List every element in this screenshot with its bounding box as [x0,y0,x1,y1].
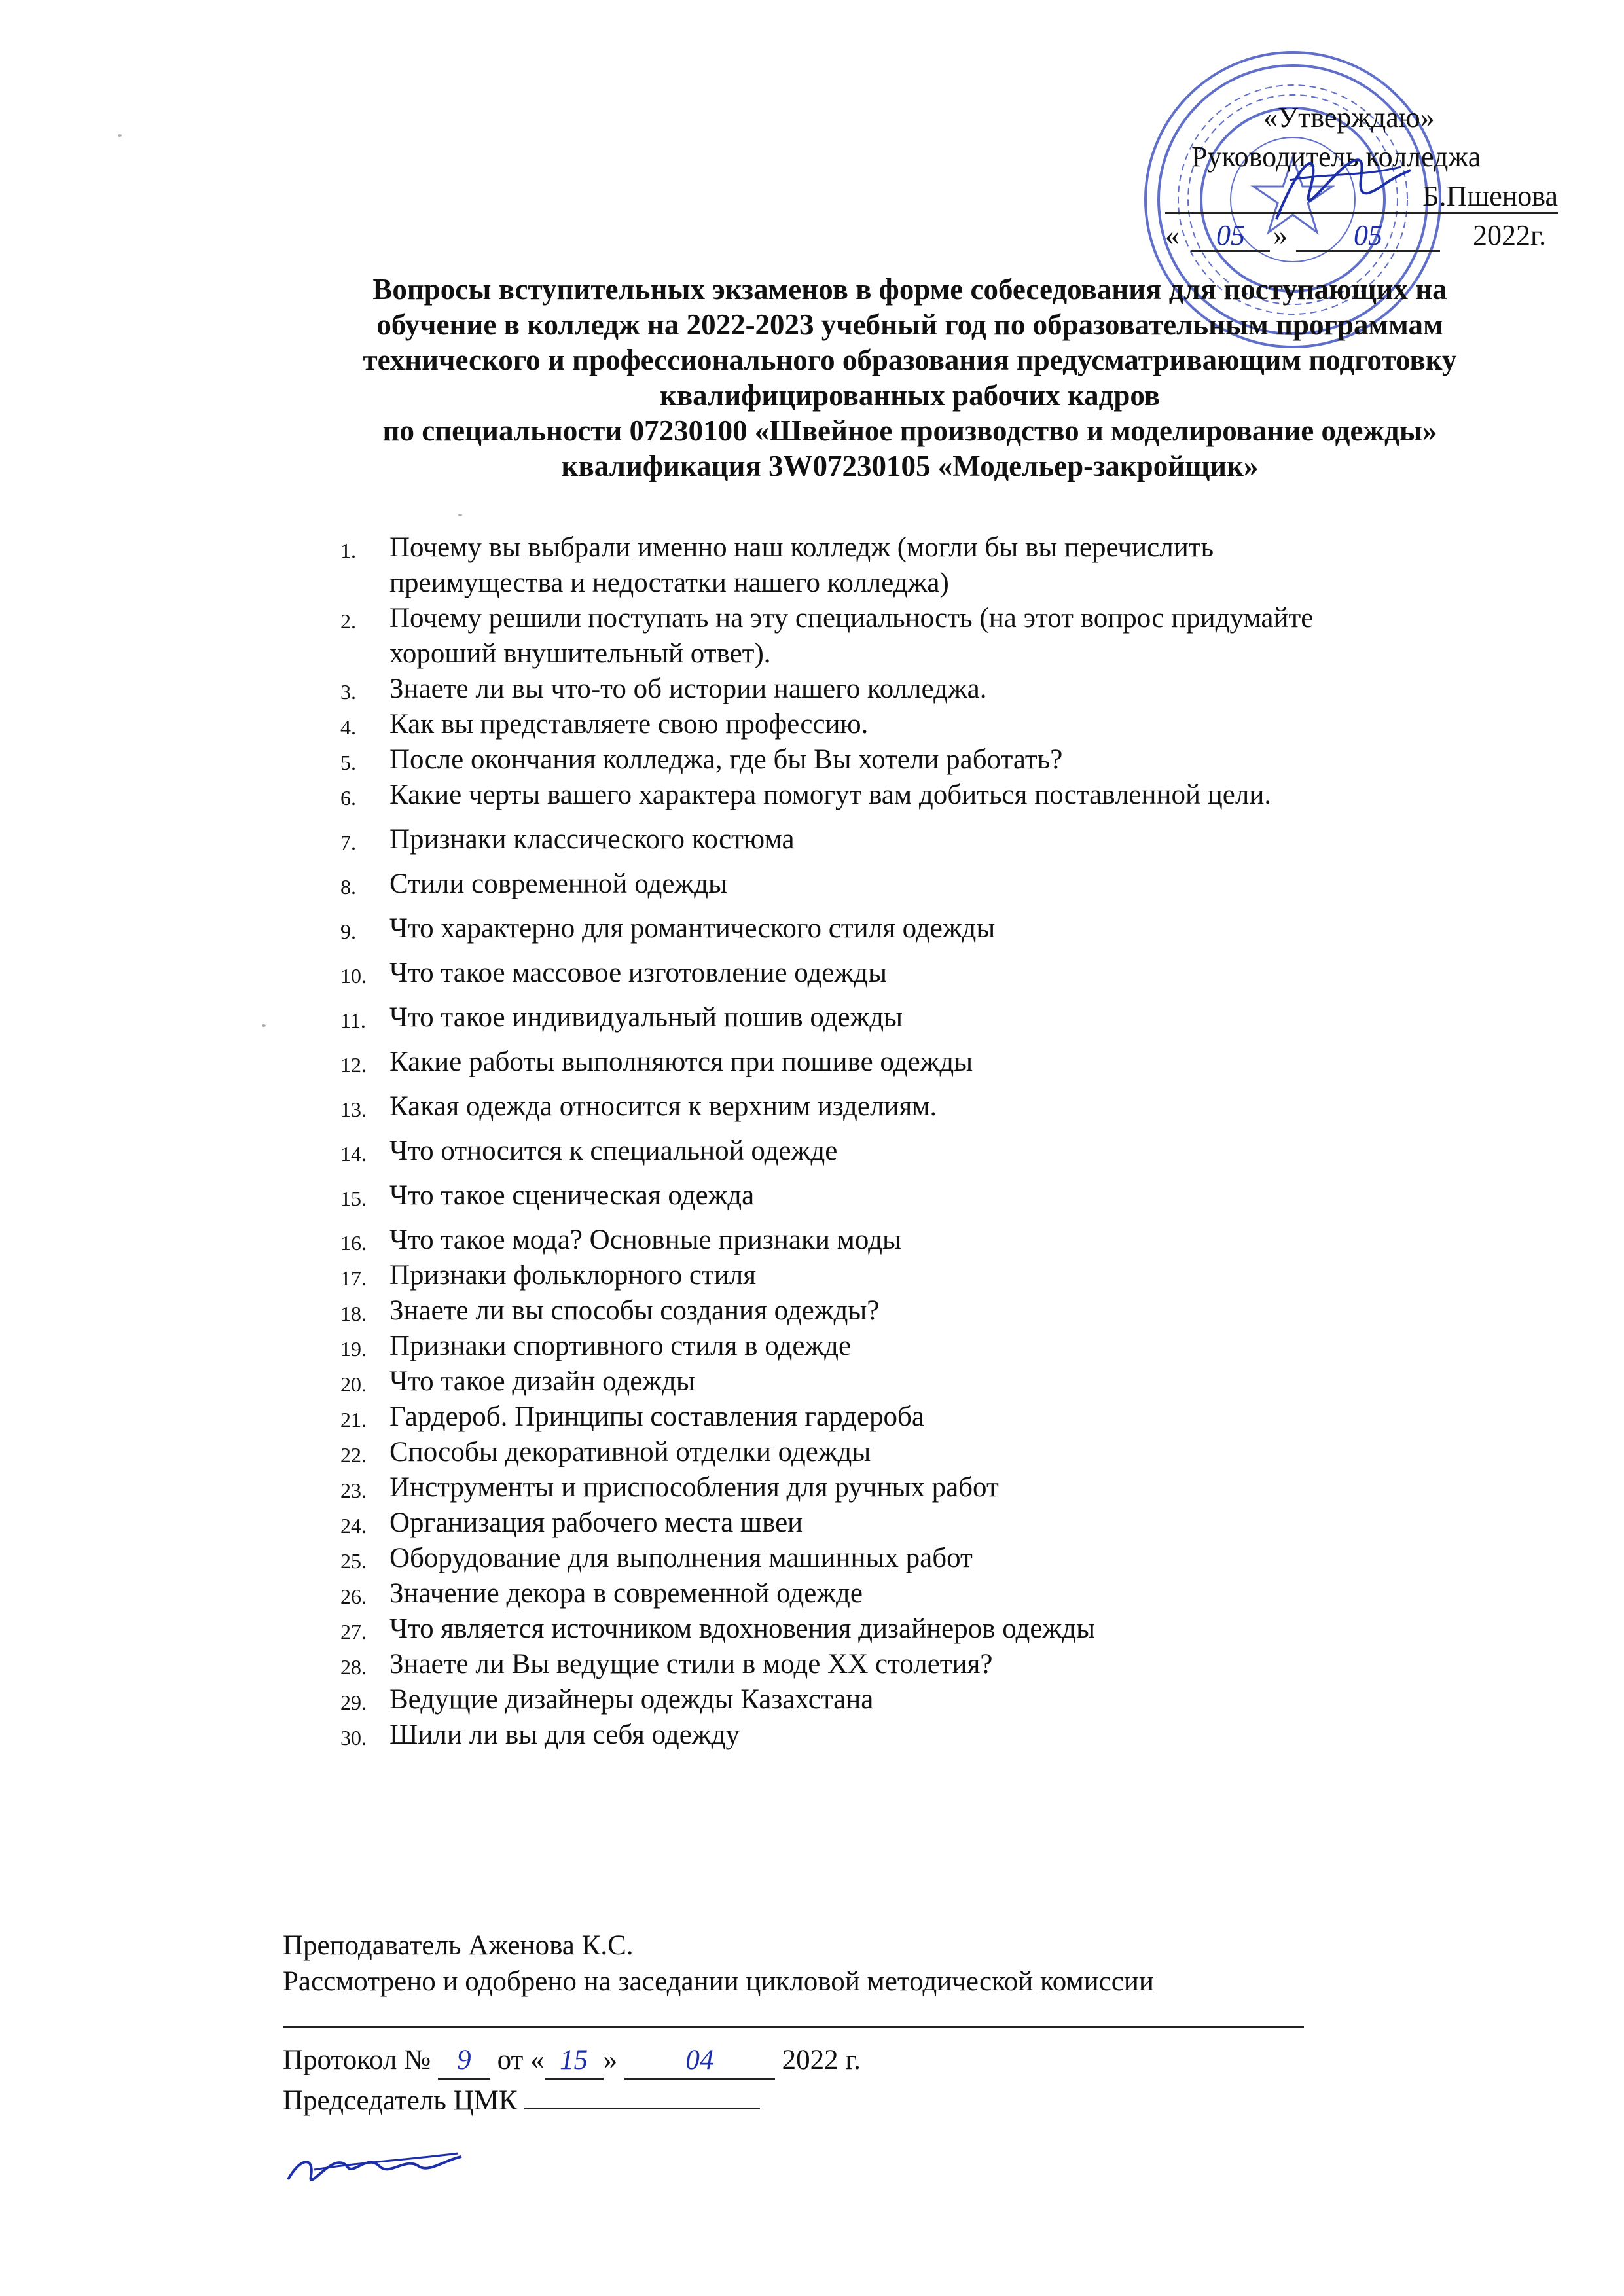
question-item [327,601,1538,672]
title-line: обучение в колледж на 2022-2023 учебный год по образовательным программам [376,308,1443,341]
question-number: 14. [340,1142,367,1166]
question-number: 19. [340,1337,367,1361]
approval-name: Б.Пшенова [1422,180,1558,212]
question-number: 15. [340,1187,367,1210]
protocol-month: 04 [624,2042,775,2080]
question-text: Знаете ли Вы ведущие стили в моде XX столетия? [389,1649,993,1679]
question-text: Инструменты и приспособления для ручных работ [389,1472,999,1503]
question-number: 16. [340,1231,367,1255]
question-text: Что относится к специальной одежде [389,1136,838,1166]
question-item [327,1470,1538,1505]
protocol-label: Протокол № [283,2045,431,2075]
question-item [327,1045,1538,1080]
title-line: Вопросы вступительных экзаменов в форме собеседования для поступающих на [372,273,1447,306]
title-line: квалификация 3W07230105 «Модельер-закройщик» [561,450,1259,482]
question-text: Что является источником вдохновения дизайнеров одежды [389,1613,1095,1644]
question-number: 21. [340,1408,367,1431]
approval-open-quote: « [1165,219,1180,251]
scan-speck [458,514,462,516]
question-text: Оборудование для выполнения машинных работ [389,1543,973,1573]
question-number: 29. [340,1691,367,1714]
question-text: Какие черты вашего характера помогут вам добиться поставленной цели. [389,780,1272,810]
question-text: Шили ли вы для себя одежду [389,1719,740,1750]
question-text: Признаки спортивного стиля в одежде [389,1331,852,1361]
question-item [327,1089,1538,1124]
question-text: Что такое массовое изготовление одежды [389,958,887,988]
approval-position: Руководитель колледжа [1191,141,1481,173]
question-text: Признаки классического костюма [389,824,795,855]
question-number: 3. [340,680,356,704]
question-item [327,742,1538,778]
question-text: Значение декора в современной одежде [389,1578,863,1609]
question-item [327,1178,1538,1213]
question-text: Стили современной одежды [389,869,727,899]
question-item [327,1364,1538,1399]
approval-heading: «Утверждаю» [1263,101,1435,134]
divider-line [283,2000,1304,2028]
question-number: 27. [340,1620,367,1643]
chair-line [283,2081,1330,2121]
question-number: 7. [340,831,356,854]
question-number: 23. [340,1479,367,1502]
question-text: Какие работы выполняются при пошиве одежды [389,1047,973,1077]
question-number: 6. [340,786,356,810]
title-line: технического и профессионального образования предусматривающим подготовку [363,344,1457,376]
title-line: по специальности 07230100 «Швейное производство и моделирование одежды» [382,414,1437,447]
question-item [327,1717,1538,1753]
question-number: 9. [340,920,356,943]
question-item [327,1435,1538,1470]
question-number: 2. [340,609,356,633]
question-number: 13. [340,1098,367,1121]
question-item [327,1682,1538,1717]
question-text: Что такое индивидуальный пошив одежды [389,1002,903,1033]
question-number: 4. [340,715,356,739]
question-text: Знаете ли вы способы создания одежды? [389,1295,880,1326]
question-item [327,1293,1538,1329]
approval-month: 05 [1296,216,1440,252]
question-item [327,1541,1538,1576]
question-number: 28. [340,1655,367,1679]
question-number: 5. [340,751,356,774]
question-text: Какая одежда относится к верхним изделиям. [389,1091,937,1122]
question-text: Ведущие дизайнеры одежды Казахстана [389,1684,874,1715]
question-text: Почему вы выбрали именно наш колледж (могли бы вы перечислить [389,532,1214,563]
protocol-line [283,2042,1330,2081]
question-item [327,1000,1538,1035]
question-text: После окончания колледжа, где бы Вы хотели работать? [389,744,1063,775]
question-text: Почему решили поступать на эту специальность (на этот вопрос придумайте [389,603,1314,634]
question-number: 22. [340,1443,367,1467]
question-text: Признаки фольклорного стиля [389,1260,756,1291]
question-item [327,707,1538,742]
document-title [249,272,1571,484]
protocol-day: 15 [545,2042,604,2080]
question-item [327,1223,1538,1258]
question-text: Что такое мода? Основные признаки моды [389,1225,901,1255]
approval-day: 05 [1191,216,1270,252]
question-item [327,1611,1538,1647]
chair-signature [275,2130,471,2202]
question-item [327,867,1538,902]
question-text: Организация рабочего места швеи [389,1507,803,1538]
question-item [327,672,1538,707]
protocol-year: 2022 г. [782,2045,861,2075]
question-number: 17. [340,1266,367,1290]
question-item [327,1399,1538,1435]
question-item [327,1258,1538,1293]
question-number: 10. [340,964,367,988]
review-line: Рассмотрено и одобрено на заседании цикловой методической комиссии [283,1966,1154,1997]
question-item [327,1505,1538,1541]
question-text: Гардероб. Принципы составления гардероба [389,1401,924,1432]
question-text: преимущества и недостатки нашего колледжа) [389,567,949,598]
question-text: Как вы представляете свою профессию. [389,709,869,740]
question-item [327,1647,1538,1682]
title-line: квалифицированных рабочих кадров [659,379,1161,412]
protocol-close-quote: » [603,2045,618,2075]
scan-speck [262,1024,266,1027]
question-item [327,778,1538,813]
approval-close-quote: » [1273,219,1288,251]
question-number: 20. [340,1372,367,1396]
question-number: 30. [340,1726,367,1749]
chair-signature-line [524,2081,760,2109]
approval-year: 2022г. [1473,219,1547,251]
question-item [327,911,1538,946]
director-signature [1263,141,1414,239]
protocol-number: 9 [438,2042,490,2080]
question-item [327,822,1538,857]
document-footer [283,1928,1330,2121]
question-item [327,1134,1538,1169]
question-text: Знаете ли вы что-то об истории нашего колледжа. [389,673,987,704]
question-number: 1. [340,539,356,562]
question-list [327,530,1538,1753]
question-text: Что характерно для романтического стиля одежды [389,913,996,944]
question-text: Способы декоративной отделки одежды [389,1437,871,1467]
question-number: 11. [340,1009,366,1032]
question-number: 24. [340,1514,367,1537]
question-text: хороший внушительный ответ). [389,638,771,669]
question-number: 26. [340,1585,367,1608]
scan-speck [118,134,122,137]
chair-label: Председатель ЦМК [283,2085,518,2116]
question-number: 8. [340,875,356,899]
question-item [327,1329,1538,1364]
question-number: 12. [340,1053,367,1077]
question-number: 18. [340,1302,367,1325]
question-text: Что такое дизайн одежды [389,1366,695,1397]
question-item [327,1576,1538,1611]
protocol-from-label: от « [497,2045,545,2075]
question-item [327,530,1538,601]
teacher-line: Преподаватель Аженова К.С. [283,1930,634,1961]
question-number: 25. [340,1549,367,1573]
question-text: Что такое сценическая одежда [389,1180,755,1211]
question-item [327,956,1538,991]
